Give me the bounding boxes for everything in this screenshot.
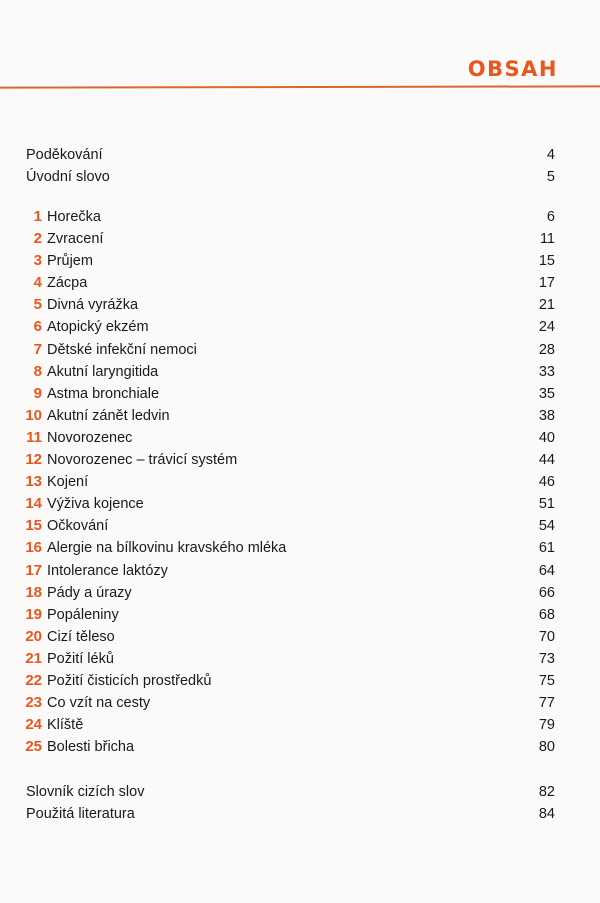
chapter-number: 13 (25, 473, 42, 491)
toc-entry[interactable] (0, 537, 600, 559)
chapter-list (0, 206, 600, 758)
page-title: OBSAH (467, 57, 558, 81)
entry-title: Očkování (47, 518, 109, 535)
page-number: 84 (538, 806, 555, 823)
page-number: 11 (539, 231, 555, 248)
toc-entry[interactable] (0, 560, 600, 582)
toc-entry[interactable] (0, 166, 600, 188)
entry-title: Použitá literatura (26, 806, 135, 823)
page-number: 44 (538, 452, 555, 469)
toc-entry[interactable] (0, 781, 600, 803)
entry-title: Divná vyrážka (47, 297, 139, 314)
chapter-number: 11 (26, 428, 42, 446)
chapter-number: 19 (25, 605, 42, 623)
toc-entry[interactable] (0, 736, 600, 758)
toc-entry[interactable] (0, 250, 600, 272)
page-number: 28 (538, 341, 555, 358)
toc-entry[interactable] (0, 692, 600, 714)
entry-title: Atopický ekzém (47, 319, 149, 336)
entry-title: Horečka (47, 209, 101, 225)
page-number: 77 (538, 695, 555, 712)
page-number: 4 (546, 147, 555, 163)
chapter-number: 7 (33, 340, 42, 358)
page-number: 80 (538, 739, 555, 756)
page-number: 24 (538, 319, 555, 336)
entry-title: Poděkování (26, 147, 103, 163)
front-matter-list (0, 144, 600, 188)
entry-title: Intolerance laktózy (47, 562, 168, 579)
toc-entry[interactable] (0, 272, 600, 294)
page-number: 66 (538, 584, 555, 601)
page-number: 38 (538, 407, 555, 424)
page-number: 82 (538, 784, 555, 800)
chapter-number: 17 (25, 561, 42, 579)
toc-entry[interactable] (0, 427, 600, 449)
entry-title: Cizí těleso (47, 628, 115, 645)
chapter-number: 1 (33, 208, 42, 225)
chapter-number: 23 (25, 694, 42, 712)
toc-entry[interactable] (0, 316, 600, 338)
page-number: 54 (538, 518, 555, 535)
toc-entry[interactable] (0, 648, 600, 670)
chapter-number: 2 (33, 230, 42, 248)
page-number: 79 (538, 717, 555, 734)
chapter-number: 3 (33, 252, 42, 270)
toc-entry[interactable] (0, 471, 600, 493)
toc-entry[interactable] (0, 206, 600, 228)
entry-title: Dětské infekční nemoci (47, 341, 197, 358)
entry-title: Požití léků (47, 650, 114, 667)
entry-title: Zvracení (47, 231, 104, 248)
page-number: 33 (538, 363, 555, 380)
entry-title: Zácpa (47, 275, 88, 292)
chapter-number: 20 (25, 627, 42, 645)
entry-title: Co vzít na cesty (47, 695, 151, 712)
chapter-number: 16 (25, 539, 42, 557)
toc-entry[interactable] (0, 144, 600, 166)
page-number: 17 (538, 275, 555, 292)
entry-title: Astma bronchiale (47, 385, 160, 402)
entry-title: Výživa kojence (47, 496, 144, 513)
page-number: 46 (538, 474, 555, 491)
page-number: 5 (546, 169, 555, 186)
toc-entry[interactable] (0, 339, 600, 361)
chapter-number: 5 (33, 296, 42, 314)
page-number: 51 (538, 496, 555, 513)
toc-entry[interactable] (0, 604, 600, 626)
title-divider (0, 85, 600, 88)
page-number: 73 (538, 650, 555, 667)
chapter-number: 24 (25, 716, 42, 734)
chapter-number: 12 (25, 451, 42, 469)
page-number: 70 (538, 628, 555, 645)
toc-entry[interactable] (0, 670, 600, 692)
entry-title: Kojení (47, 474, 89, 491)
toc-entry[interactable] (0, 294, 600, 316)
chapter-number: 10 (25, 406, 42, 424)
page-number: 61 (538, 540, 555, 557)
entry-title: Akutní zánět ledvin (47, 407, 170, 424)
page-number: 64 (538, 562, 555, 579)
toc-entry[interactable] (0, 714, 600, 736)
entry-title: Průjem (47, 253, 93, 270)
chapter-number: 21 (25, 649, 42, 667)
toc-entry[interactable] (0, 405, 600, 427)
page-number: 15 (538, 253, 555, 270)
page-number: 21 (538, 297, 555, 314)
toc-entry[interactable] (0, 626, 600, 648)
toc-entry[interactable] (0, 582, 600, 604)
back-matter-list (0, 781, 600, 825)
chapter-number: 6 (33, 318, 42, 336)
page-number: 75 (538, 672, 555, 689)
toc-entry[interactable] (0, 383, 600, 405)
toc-entry[interactable] (0, 361, 600, 383)
chapter-number: 8 (33, 362, 42, 380)
entry-title: Popáleniny (47, 606, 119, 623)
entry-title: Novorozenec – trávicí systém (47, 452, 238, 469)
toc-entry[interactable] (0, 493, 600, 515)
page-number: 35 (538, 385, 555, 402)
entry-title: Požití čisticích prostředků (47, 672, 212, 689)
chapter-number: 15 (25, 517, 42, 535)
chapter-number: 22 (25, 671, 42, 689)
toc-entry[interactable] (0, 803, 600, 825)
chapter-number: 14 (25, 495, 42, 513)
chapter-number: 9 (33, 384, 42, 402)
entry-title: Klíště (47, 717, 84, 734)
page-number: 68 (538, 606, 555, 623)
entry-title: Akutní laryngitida (47, 363, 159, 380)
entry-title: Pády a úrazy (47, 584, 132, 601)
entry-title: Novorozenec (47, 429, 133, 446)
chapter-number: 4 (33, 274, 42, 292)
page-number: 6 (546, 209, 555, 225)
page-number: 40 (538, 429, 555, 446)
toc-entry[interactable] (0, 449, 600, 471)
entry-title: Alergie na bílkovinu kravského mléka (47, 540, 287, 557)
entry-title: Úvodní slovo (26, 169, 110, 186)
entry-title: Bolesti břicha (47, 739, 135, 756)
chapter-number: 18 (25, 583, 42, 601)
toc-entry[interactable] (0, 228, 600, 250)
chapter-number: 25 (25, 738, 42, 756)
entry-title: Slovník cizích slov (26, 784, 145, 800)
toc-entry[interactable] (0, 515, 600, 537)
